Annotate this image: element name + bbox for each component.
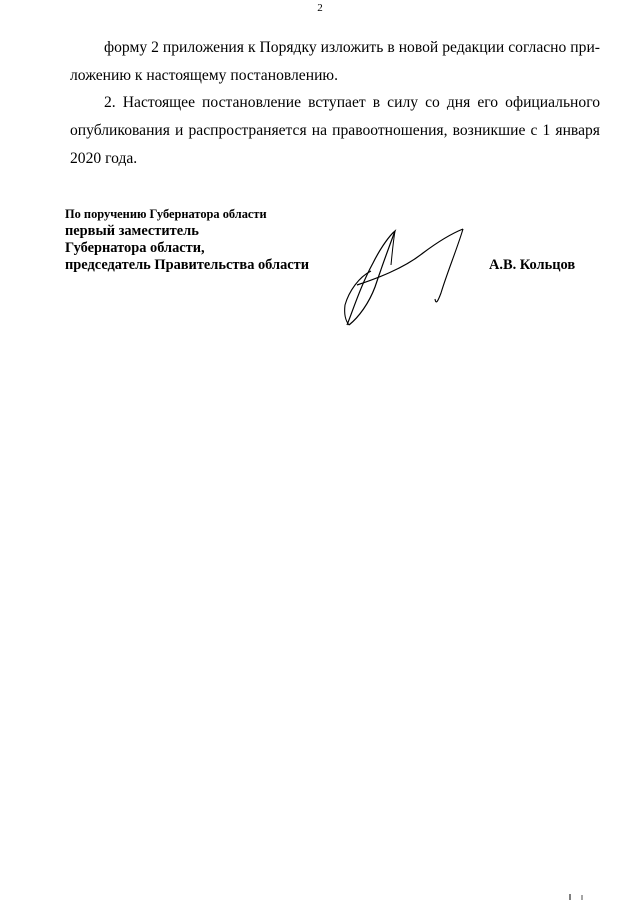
signature-authority-line: По поручению Губернатора области: [65, 207, 267, 221]
paragraph-2-line-2: опубликования и распространяется на правоотношения, возникшие с 1 января: [70, 122, 600, 139]
page-number: 2: [317, 2, 323, 14]
footer-scan-marks: [568, 893, 588, 901]
signer-position-line-2: Губернатора области,: [65, 240, 205, 256]
paragraph-2-line-3: 2020 года.: [70, 150, 138, 167]
paragraph-1-line-2: ложению к настоящему постановлению.: [70, 67, 338, 84]
handwritten-signature: [335, 225, 475, 335]
paragraph-1-line-1: форму 2 приложения к Порядку изложить в новой редакции согласно при-: [104, 39, 600, 56]
signer-name: А.В. Кольцов: [489, 257, 576, 273]
paragraph-2-line-1: 2. Настоящее постановление вступает в силу со дня его официального: [104, 94, 600, 111]
signer-position-line-1: первый заместитель: [65, 223, 199, 239]
signer-position-line-3: председатель Правительства области: [65, 257, 310, 273]
